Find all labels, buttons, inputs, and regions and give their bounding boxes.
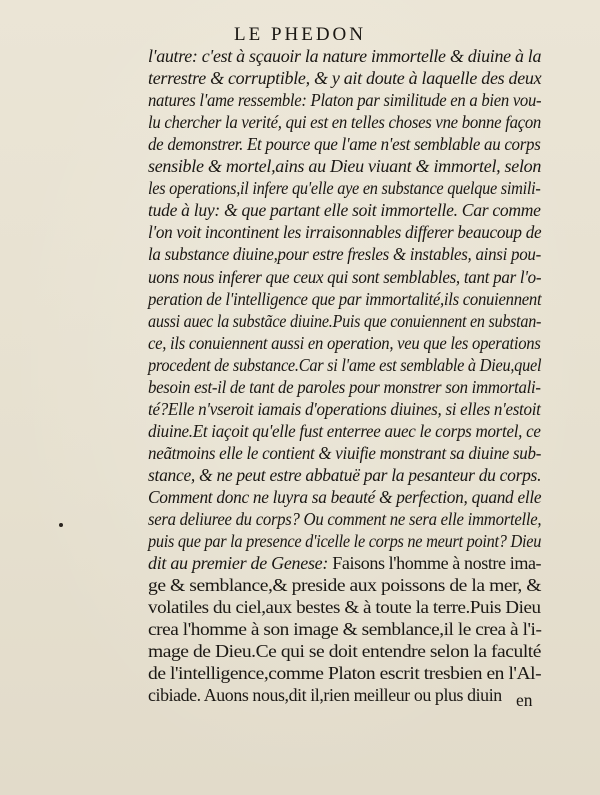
text-line: ce, ils conuiennent aussi en operation, veu que les operations — [148, 332, 541, 353]
catchword: en — [516, 690, 533, 710]
text-line: lu chercher la verité, qui est en telles choses vne bonne façon — [148, 112, 542, 133]
text-line: sera deliuree du corps? Ou comment ne sera elle immortelle, — [148, 509, 542, 530]
text-line: puis que par la presence d'icelle le corps ne meurt point? Dieu — [148, 531, 542, 552]
margin-mark — [59, 523, 63, 527]
text-line: mage de Dieu.Ce qui se doit entendre selon la faculté — [148, 641, 542, 662]
italic-run: dit au premier de Genese: — [148, 553, 333, 574]
text-line — [148, 553, 541, 573]
text-line: té?Elle n'vseroit iamais d'operations diuines, si elles n'estoit — [148, 398, 541, 419]
text-line: crea l'homme à son image & semblance,il le crea à l'i- — [148, 619, 542, 640]
text-line: aussi auec la substãce diuine.Puis que conuiennent en substan- — [148, 310, 542, 331]
running-header: LE PHEDON — [233, 24, 367, 45]
text-line: besoin est-il de tant de paroles pour monstrer son immortali- — [148, 376, 541, 397]
text-line: de demonstrer. Et pource que l'ame n'est semblable au corps — [148, 134, 541, 155]
text-line: peration de l'intelligence que par immortalité,ils conuiennent — [148, 288, 542, 309]
text-line: tude à luy: & que partant elle soit immortelle. Car comme — [148, 200, 541, 221]
text-line: neãtmoins elle le contient & viuifie monstrant sa diuine sub- — [148, 442, 542, 463]
roman-run: Faisons l'homme à nostre ima- — [332, 553, 542, 574]
text-line: l'autre: c'est à sçauoir la nature immortelle & diuine à la — [148, 46, 542, 66]
text-line: diuine.Et iaçoit qu'elle fust enterree auec le corps mortel, ce — [148, 420, 541, 441]
text-line: les operations,il infere qu'elle aye en substance quelque simili- — [148, 178, 541, 199]
text-line: stance, & ne peut estre abbatuë par la pesanteur du corps. — [148, 464, 542, 485]
text-line: cibiade. Auons nous,dit il,rien meilleur ou plus diuin — [148, 685, 502, 706]
text-line: volatiles du ciel,aux bestes & à toute la terre.Puis Dieu — [148, 597, 541, 618]
text-line: sensible & mortel,ains au Dieu viuant & immortel, selon — [148, 156, 542, 177]
text-line: terrestre & corruptible, & y ait doute à laquelle des deux — [148, 68, 542, 89]
text-line: procedent de substance.Car si l'ame est semblable à Dieu,quel — [148, 354, 542, 375]
text-line: la substance diuine,pour estre fresles & instables, ainsi pou- — [148, 244, 541, 265]
text-line: l'on voit incontinent les irraisonnables differer beaucoup de — [148, 222, 542, 243]
text-line: de l'intelligence,comme Platon escrit tresbien en l'Al- — [148, 663, 542, 684]
text-line: uons nous inferer que ceux qui sont semblables, tant par l'o- — [148, 266, 542, 287]
text-line: Comment donc ne luyra sa beauté & perfection, quand elle — [148, 487, 542, 507]
text-line: natures l'ame ressemble: Platon par similitude en a bien vou- — [148, 90, 542, 111]
text-line: ge & semblance,& preside aux poissons de la mer, & — [148, 575, 542, 596]
